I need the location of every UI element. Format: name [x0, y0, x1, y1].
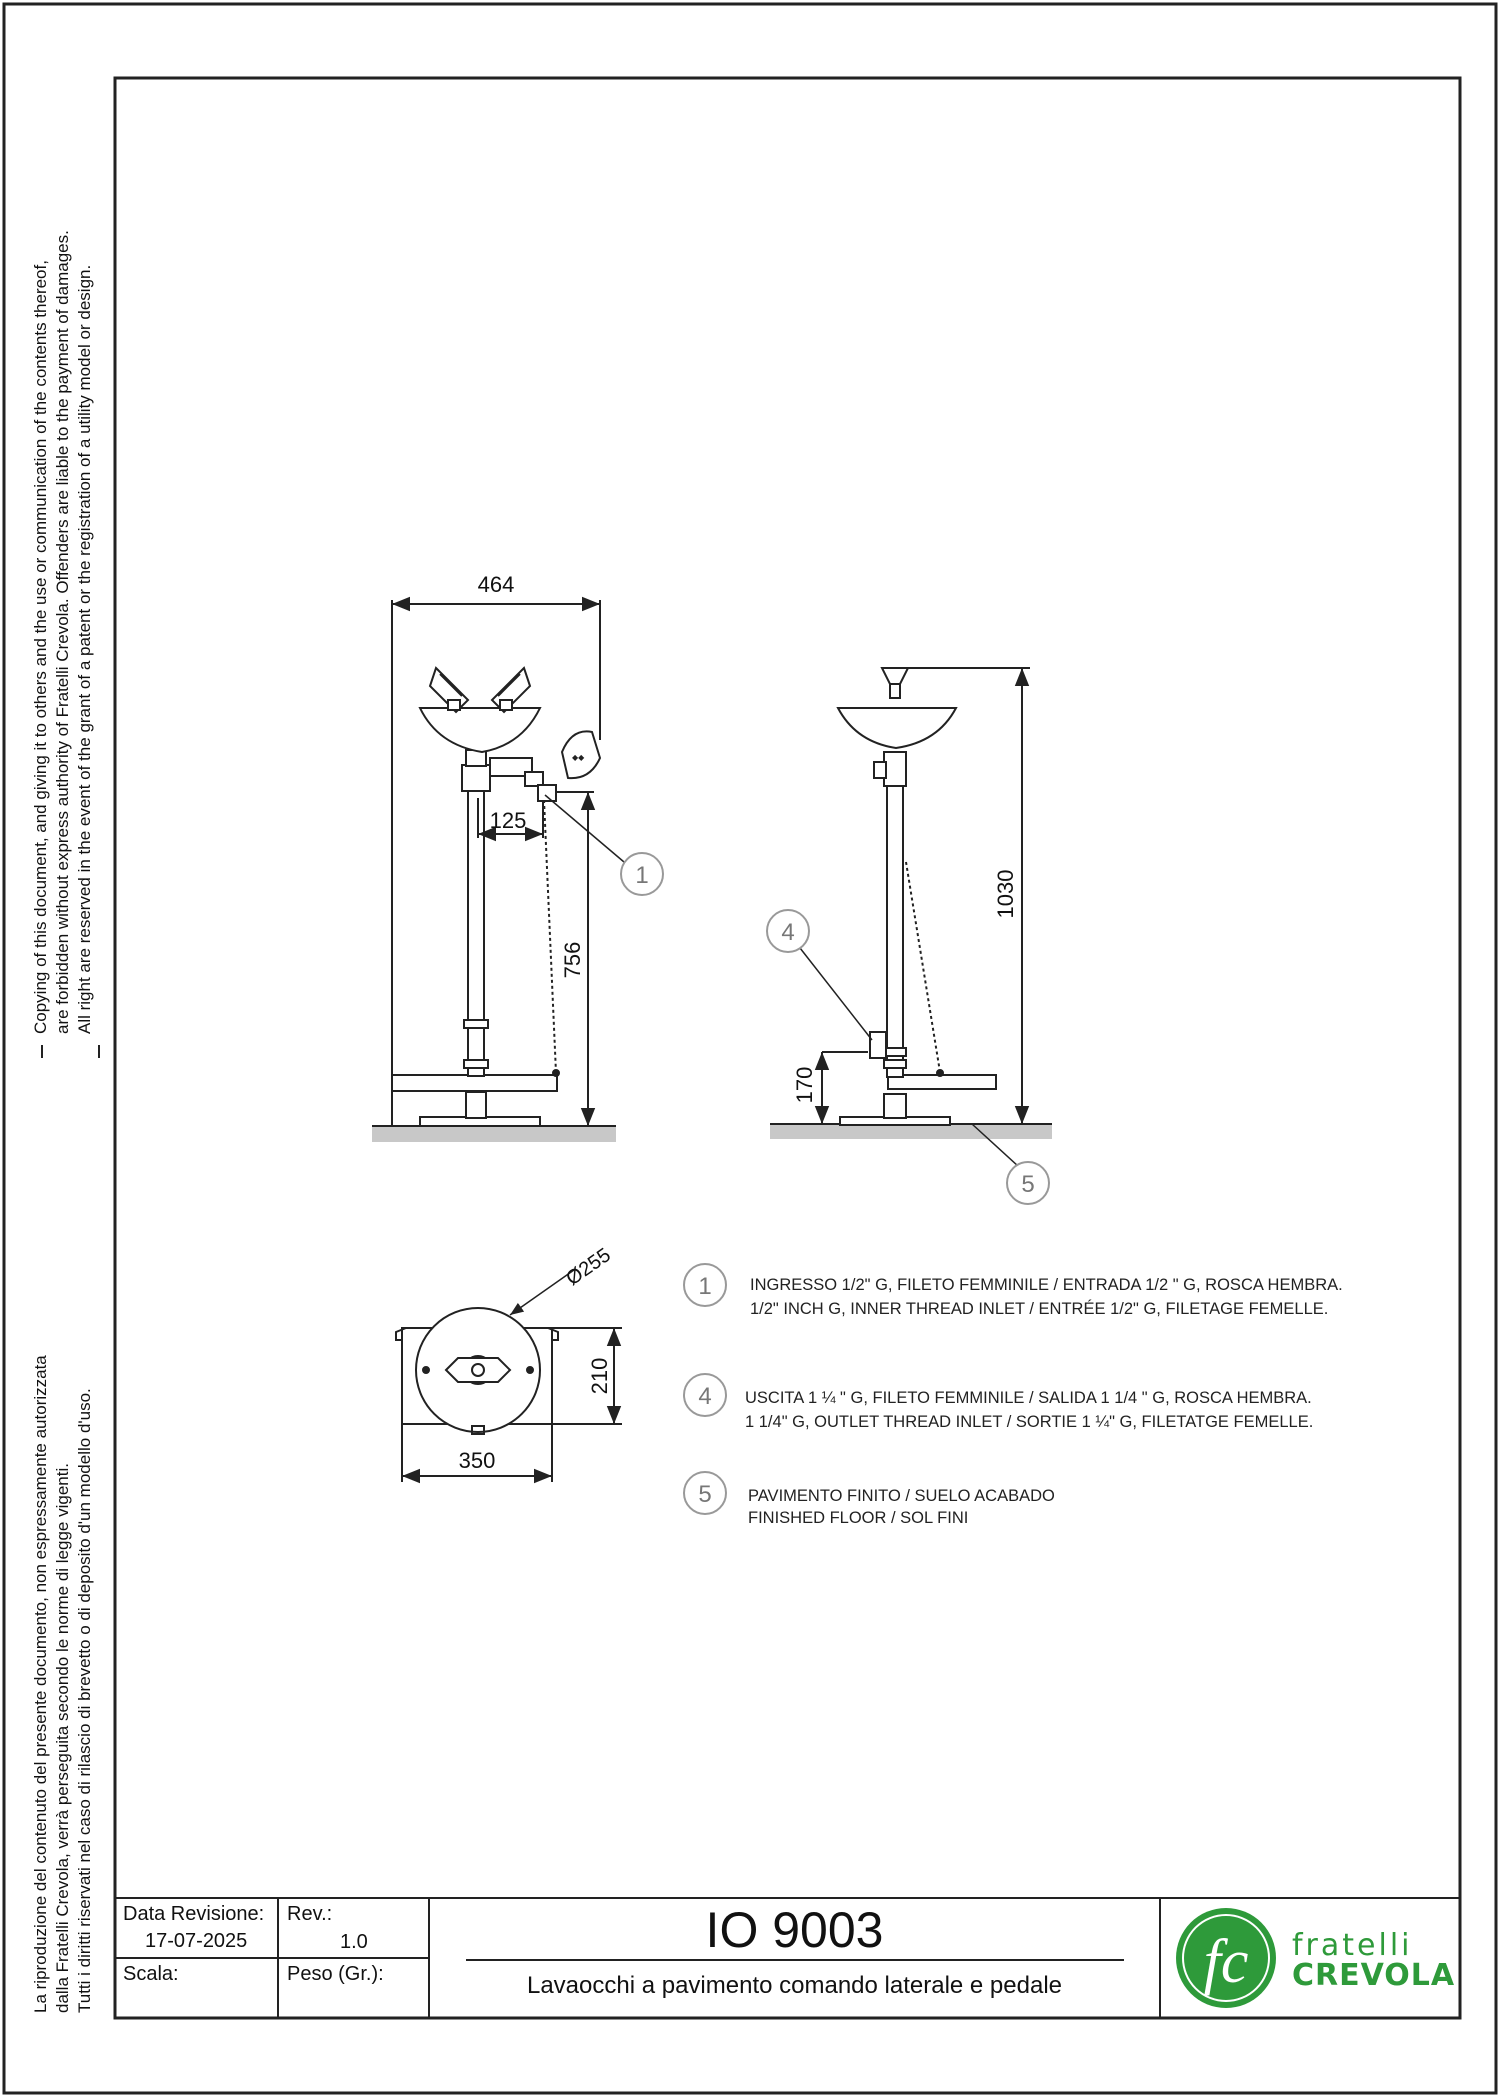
pedal-board: [392, 1075, 557, 1091]
floor-hatch-front: [372, 1126, 616, 1142]
front-view: [372, 600, 663, 1142]
callout-1-number-front: 1: [635, 862, 649, 889]
bowl-side: [838, 708, 956, 748]
dim-756: 756: [560, 941, 585, 979]
disclaimer-english: [30, 230, 94, 1035]
dim-170: 170: [792, 1066, 817, 1104]
side-view: [767, 668, 1052, 1204]
dim-210: 210: [587, 1357, 612, 1395]
disclaimer-it-line-3: Tutti i diritti riservati nel caso di rilascio di brevetto o di deposito d'un modello d'uso.: [75, 1388, 94, 2013]
dim-125: 125: [489, 808, 527, 833]
legend-4-line-1: USCITA 1 ¼ " G, FILETO FEMMINILE / SALIDA 1 1/4 " G, ROSCA HEMBRA.: [745, 1389, 1312, 1407]
callout-5-number-side: 5: [1021, 1171, 1035, 1198]
pedal-board-side: [888, 1075, 996, 1089]
pole-front: [468, 790, 484, 1076]
disclaimer-it-line-1: La riproduzione del contenuto del presente documento, non espressamente autorizzata: [31, 1355, 50, 2013]
dim-464: 464: [477, 572, 515, 597]
product-code: IO 9003: [705, 1902, 884, 1958]
legend-num-1: 1: [698, 1273, 712, 1300]
legend-5-line-2: FINISHED FLOOR / SOL FINI: [748, 1509, 969, 1527]
outer-border: [4, 4, 1496, 2093]
rev-value: 1.0: [340, 1931, 368, 1953]
disclaimer-en-line-1: Copying of this document, and giving it to others and the use or communication of the contents thereof,: [31, 260, 50, 1034]
legend-4-line-2: 1 1/4" G, OUTLET THREAD INLET / SORTIE 1 ¼" G, FILETATGE FEMELLE.: [745, 1413, 1314, 1431]
scale-label: Scala:: [123, 1963, 179, 1985]
disclaimer-en-line-2: are forbidden without express authority of Fratelli Crevola. Offenders are liable to the payment of damages.: [53, 230, 72, 1034]
brand-name-line-2: CREVOLA: [1292, 1958, 1456, 1993]
legend-num-5: 5: [698, 1481, 712, 1508]
disclaimer-it-line-2: dalla Fratelli Crevola, verrà perseguita secondo le norme di legge vigenti.: [53, 1463, 72, 2013]
logo-letters: fc: [1203, 1928, 1249, 1996]
brand-name-line-1: fratelli: [1292, 1928, 1413, 1963]
pedal-chain: [544, 800, 556, 1073]
bowl-front: [420, 708, 540, 752]
disclaimer-italian: [30, 1355, 94, 2014]
legend-num-4: 4: [698, 1383, 712, 1410]
disclaimer-en-line-3: All right are reserved in the event of the grant of a patent or the registration of a utility model or design.: [75, 264, 94, 1034]
drawing-frame: [115, 78, 1460, 2018]
dim-diameter-255: Ø255: [562, 1244, 615, 1291]
pedal-chain-side: [906, 862, 940, 1072]
pole-side: [887, 785, 903, 1077]
brand-logo: [1176, 1908, 1276, 2008]
dim-1030: 1030: [993, 869, 1018, 919]
callout-4-number-side: 4: [781, 919, 795, 946]
product-description: Lavaocchi a pavimento comando laterale e pedale: [526, 1972, 1063, 1999]
revision-date-label: Data Revisione:: [123, 1903, 265, 1925]
floor-hatch-side: [770, 1124, 1052, 1139]
revision-date-value: 17-07-2025: [145, 1930, 248, 1952]
base-stem-front: [466, 1092, 486, 1118]
svg-text:◆◆: ◆◆: [572, 753, 585, 762]
dim-350: 350: [458, 1448, 496, 1473]
weight-label: Peso (Gr.):: [287, 1963, 384, 1985]
legend-1-line-1: INGRESSO 1/2" G, FILETO FEMMINILE / ENTRADA 1/2 " G, ROSCA HEMBRA.: [750, 1276, 1343, 1294]
eyewash-head-side: [882, 668, 908, 684]
rev-label: Rev.:: [287, 1903, 333, 1925]
legend-5-line-1: PAVIMENTO FINITO / SUELO ACABADO: [748, 1487, 1055, 1505]
legend-1-line-2: 1/2" INCH G, INNER THREAD INLET / ENTRÉE 1/2" G, FILETAGE FEMELLE.: [750, 1300, 1329, 1318]
